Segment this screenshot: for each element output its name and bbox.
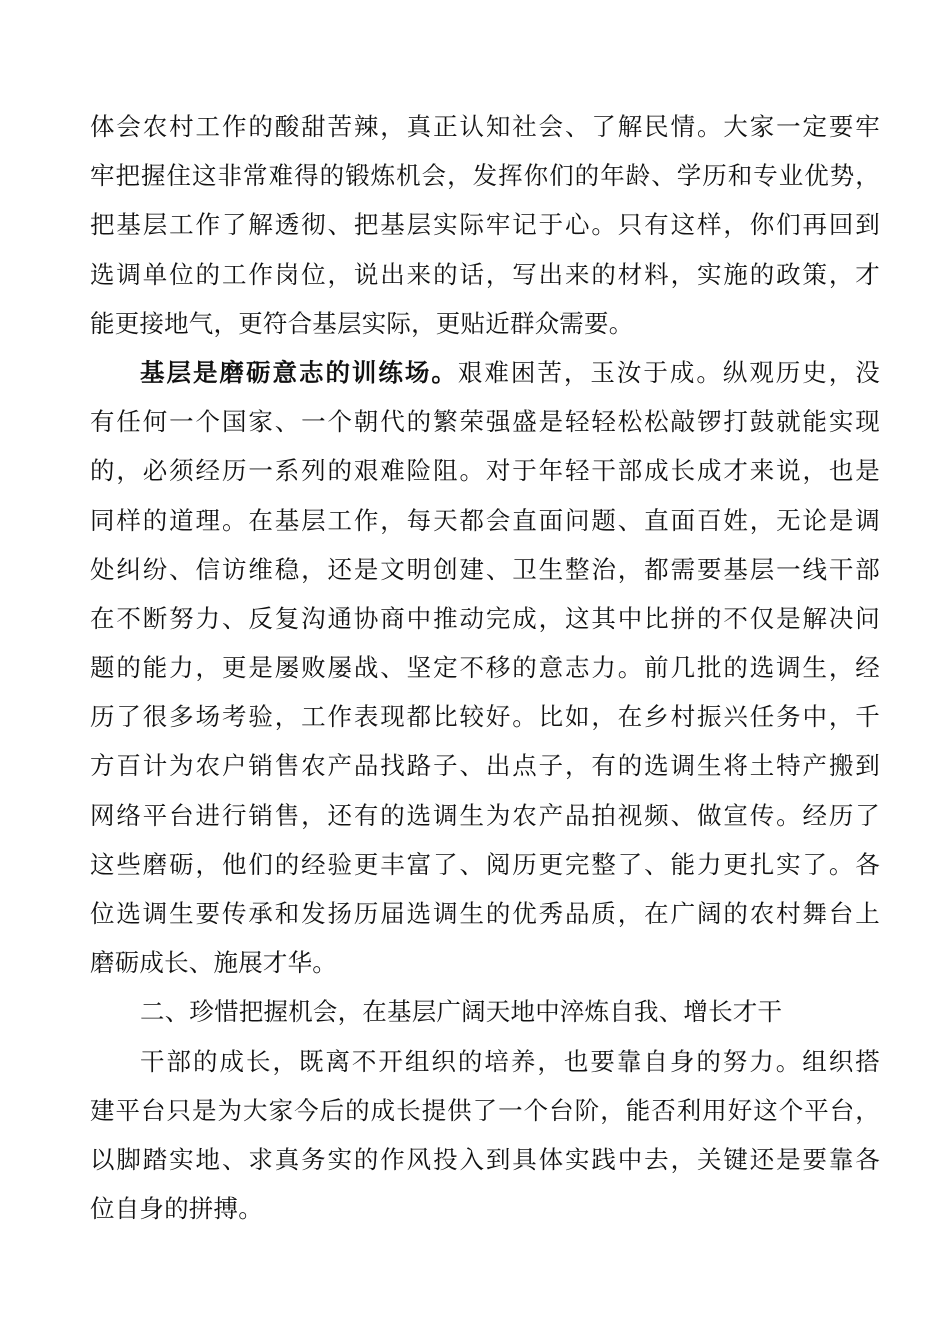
text-line: 这些磨砺，他们的经验更丰富了、阅历更完整了、能力更扎实了。各 xyxy=(90,849,880,879)
paragraph-3 xyxy=(90,1037,880,1234)
paragraph-text: 艰难困苦，玉汝于成。纵观历史，没 xyxy=(457,357,880,387)
text-line: 能更接地气，更符合基层实际，更贴近群众需要。 xyxy=(90,308,634,338)
text-line: 同样的道理。在基层工作，每天都会直面问题、直面百姓，无论是调 xyxy=(90,505,880,535)
text-line: 的，必须经历一系列的艰难险阻。对于年轻干部成长成才来说，也是 xyxy=(90,456,880,486)
text-line: 位选调生要传承和发扬历届选调生的优秀品质，在广阔的农村舞台上 xyxy=(90,899,880,928)
paragraph-heading: 基层是磨砺意志的训练场。 xyxy=(140,357,458,387)
text-line: 处纠纷、信访维稳，还是文明创建、卫生整治，都需要基层一线干部 xyxy=(90,554,880,584)
text-line xyxy=(90,348,880,397)
text-line: 有任何一个国家、一个朝代的繁荣强盛是轻轻松松敲锣打鼓就能实现 xyxy=(90,407,880,437)
section-heading: 二、珍惜把握机会，在基层广阔天地中淬炼自我、增长才干 xyxy=(140,997,783,1027)
text-line: 选调单位的工作岗位，说出来的话，写出来的材料，实施的政策，才 xyxy=(90,259,880,289)
text-line: 在不断努力、反复沟通协商中推动完成，这其中比拼的不仅是解决问 xyxy=(90,603,880,633)
paragraph-1 xyxy=(90,102,880,348)
text-line: 体会农村工作的酸甜苦辣，真正认知社会、了解民情。大家一定要牢 xyxy=(90,112,880,141)
text-line: 牢把握住这非常难得的锻炼机会，发挥你们的年龄、学历和专业优势， xyxy=(90,161,880,191)
text-line: 网络平台进行销售，还有的选调生为农产品拍视频、做宣传。经历了 xyxy=(90,800,880,830)
text-line: 题的能力，更是屡败屡战、坚定不移的意志力。前几批的选调生，经 xyxy=(90,653,880,683)
text-line: 方百计为农户销售农产品找路子、出点子，有的选调生将土特产搬到 xyxy=(90,751,880,781)
text-line: 位自身的拼搏。 xyxy=(90,1194,263,1224)
text-line: 磨砺成长、施展才华。 xyxy=(90,948,337,978)
text-line: 干部的成长，既离不开组织的培养，也要靠自身的努力。组织搭 xyxy=(140,1046,880,1076)
text-line: 建平台只是为大家今后的成长提供了一个台阶，能否利用好这个平台， xyxy=(90,1095,880,1125)
paragraph-2 xyxy=(90,348,880,987)
text-line: 历了很多场考验，工作表现都比较好。比如，在乡村振兴任务中，千 xyxy=(90,702,880,732)
text-line: 以脚踏实地、求真务实的作风投入到具体实践中去，关键还是要靠各 xyxy=(90,1144,880,1174)
document-page xyxy=(90,102,880,1233)
text-line: 把基层工作了解透彻、把基层实际牢记于心。只有这样，你们再回到 xyxy=(90,210,880,240)
